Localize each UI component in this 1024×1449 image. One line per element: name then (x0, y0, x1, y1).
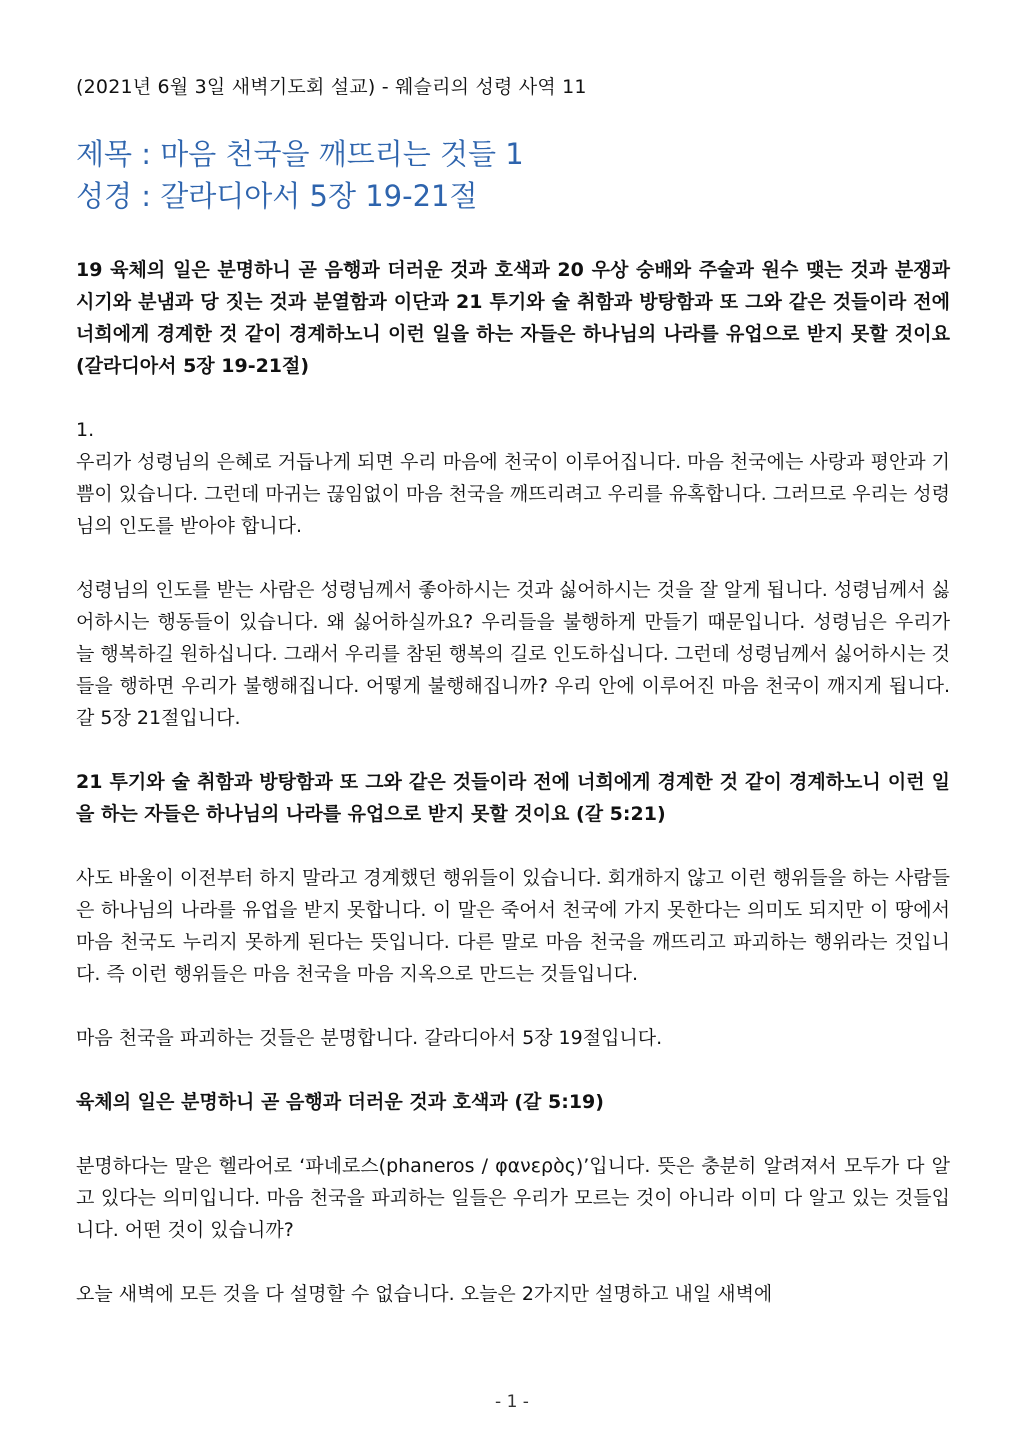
body-paragraph: 마음 천국을 파괴하는 것들은 분명합니다. 갈라디아서 5장 19절입니다. (76, 1027, 663, 1049)
page-number: - 1 - (495, 1392, 529, 1412)
sermon-scripture: 성경 : 갈라디아서 5장 19-21절 (76, 179, 478, 213)
body-paragraph: 성령님의 인도를 받는 사람은 성령님께서 좋아하시는 것과 싫어하시는 것을 잘 알게 됩니다. 성령님께서 싫어하시는 행동들이 있습니다. 왜 싫어하실까요? 우리들을 불행하게 만들기 때문입니다. 성령님은 우리가 늘 행복하길 원하십니다. 그래서 우리를 참된 행복의 길로 인도하십니다. 그런데 성령님께서 싫어하시는 것들을 행하면 우리가 불행해집니다. 어떻게 불행해집니까? 우리 안에 이루어진 마음 천국이 깨지게 됩니다. 갈 5장 21절입니다. (76, 579, 950, 729)
quoted-verse: 육체의 일은 분명하니 곧 음행과 더러운 것과 호색과 (갈 5:19) (76, 1091, 604, 1113)
body-paragraph: 분명하다는 말은 헬라어로 ‘파네로스(phaneros / φανερὸς)’입니다. 뜻은 충분히 알려져서 모두가 다 알고 있다는 의미입니다. 마음 천국을 파괴하는 일들은 우리가 모르는 것이 아니라 이미 다 알고 있는 것들입니다. 어떤 것이 있습니까? (76, 1155, 950, 1241)
sermon-title-block (76, 133, 524, 217)
body-paragraph: 사도 바울이 이전부터 하지 말라고 경계했던 행위들이 있습니다. 회개하지 않고 이런 행위들을 하는 사람들은 하나님의 나라를 유업을 받지 못합니다. 이 말은 죽어서 천국에 가지 못한다는 의미도 되지만 이 땅에서 마음 천국도 누리지 못하게 된다는 뜻입니다. 다른 말로 마음 천국을 깨뜨리고 파괴하는 행위라는 것입니다. 즉 이런 행위들은 마음 천국을 마음 지옥으로 만드는 것들입니다. (76, 867, 950, 985)
sermon-body (76, 254, 950, 1310)
body-paragraph: 우리가 성령님의 은혜로 거듭나게 되면 우리 마음에 천국이 이루어집니다. 마음 천국에는 사랑과 평안과 기쁨이 있습니다. 그런데 마귀는 끊임없이 마음 천국을 깨뜨리려고 우리를 유혹합니다. 그러므로 우리는 성령님의 인도를 받아야 합니다. (76, 451, 950, 537)
quoted-verse: 21 투기와 술 취함과 방탕함과 또 그와 같은 것들이라 전에 너희에게 경계한 것 같이 경계하노니 이런 일을 하는 자들은 하나님의 나라를 유업으로 받지 못할 것이요 (갈 5:21) (76, 771, 950, 825)
section-number: 1. (76, 419, 95, 441)
document-header: (2021년 6월 3일 새벽기도회 설교) - 웨슬리의 성령 사역 11 (76, 76, 587, 98)
main-verse-passage: 19 육체의 일은 분명하니 곧 음행과 더러운 것과 호색과 20 우상 숭배와 주술과 원수 맺는 것과 분쟁과 시기와 분냄과 당 짓는 것과 분열함과 이단과 21 투기와 술 취함과 방탕함과 또 그와 같은 것들이라 전에 너희에게 경계한 것 같이 경계하노니 이런 일을 하는 자들은 하나님의 나라를 유업으로 받지 못할 것이요 (갈라디아서 5장 19-21절) (76, 259, 950, 377)
sermon-title: 제목 : 마음 천국을 깨뜨리는 것들 1 (76, 137, 524, 171)
body-paragraph: 오늘 새벽에 모든 것을 다 설명할 수 없습니다. 오늘은 2가지만 설명하고 내일 새벽에 (76, 1283, 773, 1305)
